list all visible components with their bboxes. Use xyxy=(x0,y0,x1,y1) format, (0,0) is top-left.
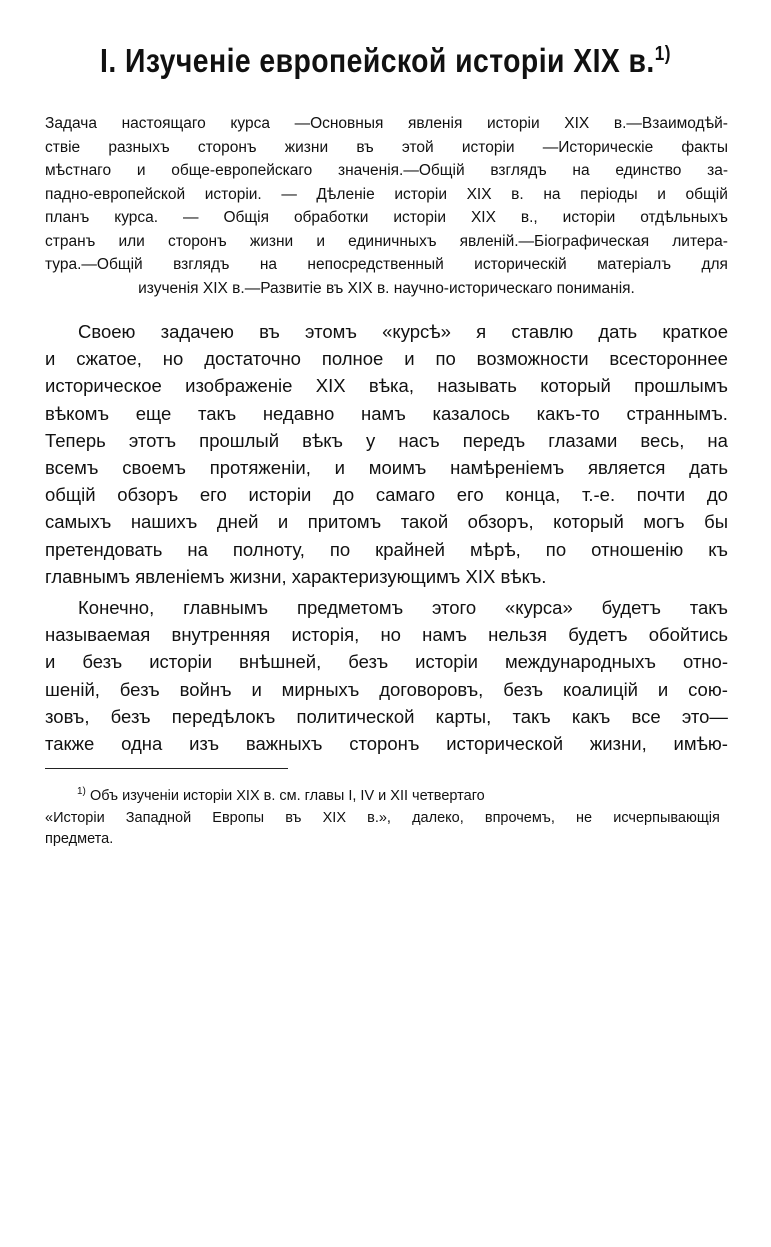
footnote-divider xyxy=(45,768,288,769)
paragraph-2 xyxy=(45,594,728,757)
summary-line: тура.—Общій взглядъ на непосредственный историческій матеріалъ для xyxy=(45,256,728,273)
footnote xyxy=(45,786,720,851)
body-line: претендовать на полноту, по крайней мѣрѣ, по отношенію къ xyxy=(45,538,728,560)
footnote-line xyxy=(45,786,720,808)
chapter-title xyxy=(54,42,717,80)
chapter-summary xyxy=(45,112,728,300)
body-text xyxy=(45,318,728,757)
footnote-line: «Исторіи Западной Европы въ XIX в.», далеко, впрочемъ, не исчерпывающія xyxy=(45,809,720,826)
footnote-line: предмета. xyxy=(45,831,114,847)
body-line: также одна изъ важныхъ сторонъ исторической жизни, имѣю- xyxy=(45,733,728,755)
body-line: всемъ своемъ протяженіи, и моимъ намѣреніемъ является дать xyxy=(45,457,728,479)
summary-line: ствіе разныхъ сторонъ жизни въ этой исторіи —Историческіе факты xyxy=(45,138,728,156)
footnote-mark: 1) xyxy=(77,786,86,798)
summary-line: странъ или сторонъ жизни и единичныхъ явленій.—Біографическая литера- xyxy=(45,232,728,250)
body-line: шеній, безъ войнъ и мирныхъ договоровъ, безъ коалицій и сою- xyxy=(45,678,728,700)
body-line: Конечно, главнымъ предметомъ этого «курса» будетъ такъ xyxy=(78,597,728,619)
summary-line: изученія XIX в.—Развитіе въ XIX в. научно-историческаго пониманія. xyxy=(138,279,635,297)
body-line: зовъ, безъ передѣлокъ политической карты, такъ какъ все это— xyxy=(45,705,728,727)
footnote-first-line xyxy=(77,786,485,808)
paragraph-1 xyxy=(45,318,728,590)
summary-line: планъ курса. — Общія обработки исторіи XIX в., исторіи отдѣльныхъ xyxy=(45,209,728,226)
body-line: самыхъ нашихъ дней и притомъ такой обзоръ, который могъ бы xyxy=(45,511,728,533)
body-line: Своею задачею въ этомъ «курсѣ» я ставлю дать краткое xyxy=(78,321,728,342)
body-line: называемая внутренняя исторія, но намъ нельзя будетъ обойтись xyxy=(45,624,728,646)
body-line: историческое изображеніе XIX вѣка, называть который прошлымъ xyxy=(45,375,728,397)
summary-line: Задача настоящаго курса —Основныя явленія исторіи XIX в.—Взаимодѣй- xyxy=(45,115,728,132)
title-footnote-mark: 1) xyxy=(654,43,671,65)
body-line: главнымъ явленіемъ жизни, характеризующимъ XIX вѣкъ. xyxy=(45,565,547,587)
footnote-line-text: Объ изученіи исторіи XIX в. см. главы I, IV и XII четвертаго xyxy=(89,788,485,804)
summary-line: падно-европейской исторіи. — Дѣленіе исторіи XIX в. на періоды и общій xyxy=(45,185,728,203)
body-line: общій обзоръ его исторіи до самаго его конца, т.-е. почти до xyxy=(45,484,728,506)
body-line: вѣкомъ еще такъ недавно намъ казалось какъ-то страннымъ. xyxy=(45,402,728,424)
body-line: и безъ исторіи внѣшней, безъ исторіи международныхъ отно- xyxy=(45,651,728,673)
body-line: и сжатое, но достаточно полное и по возможности всестороннее xyxy=(45,348,728,370)
summary-line: мѣстнаго и обще-европейскаго значенія.—Общій взглядъ на единство за- xyxy=(45,162,728,179)
body-line: Теперь этотъ прошлый вѣкъ у насъ передъ глазами весь, на xyxy=(45,429,728,451)
chapter-title-text: I. Изученіе европейской исторіи XIX в. xyxy=(100,42,655,79)
